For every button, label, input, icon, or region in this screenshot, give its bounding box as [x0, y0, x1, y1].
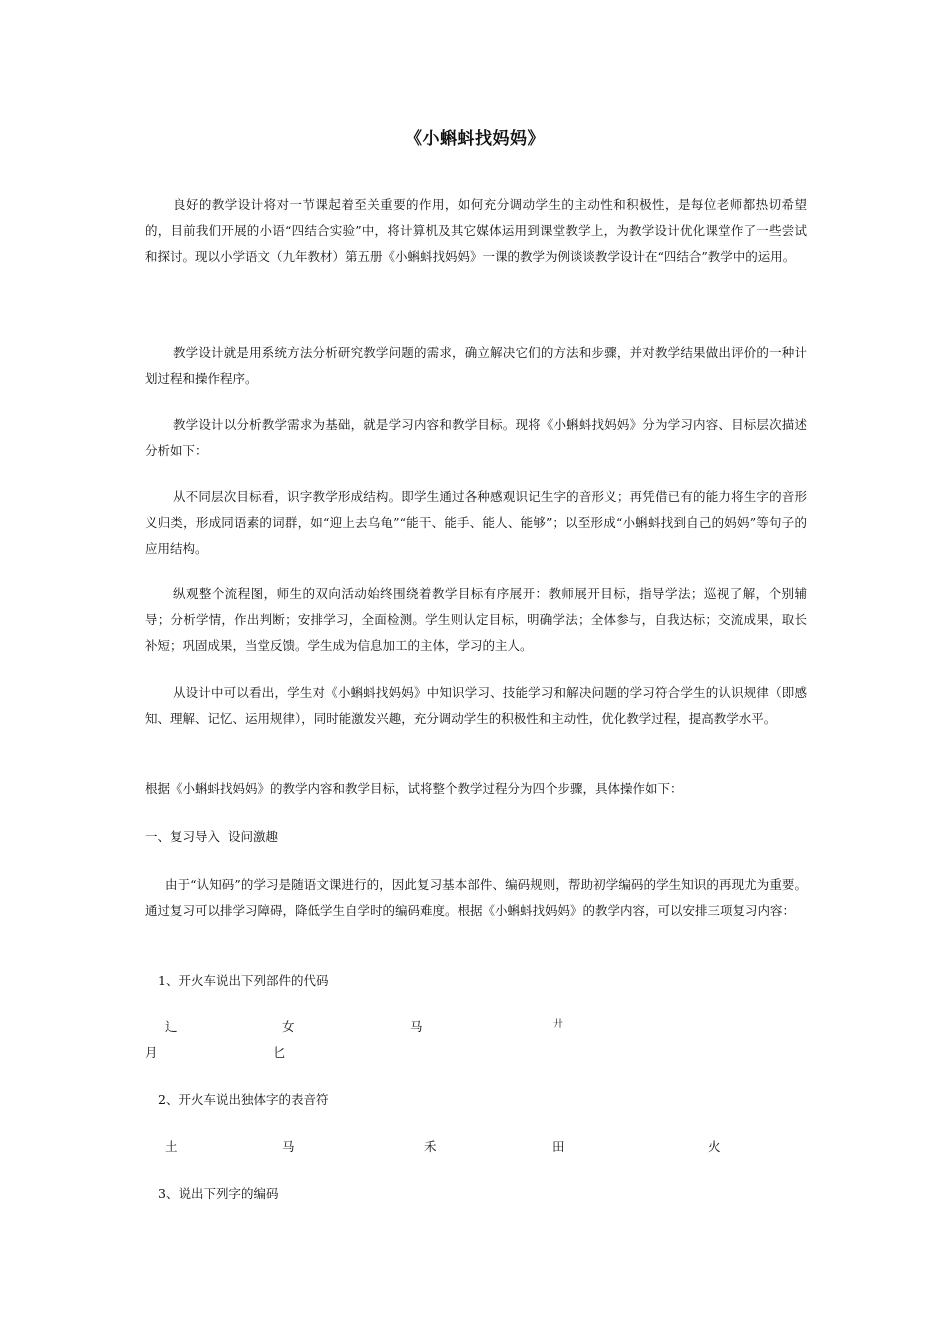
list-item-2: 2、开火车说出独体字的表音符	[158, 1092, 329, 1107]
component-char: 马	[410, 1019, 423, 1034]
list-item-3: 3、说出下列字的编码	[158, 1186, 279, 1201]
single-char: 土	[165, 1139, 178, 1154]
component-char: 廾	[553, 1019, 563, 1030]
paragraph-flowchart: 纵观整个流程图，师生的双向活动始终围绕着教学目标有序展开：教师展开目标，指导学法；巡视了解，个别辅导；分析学情，作出判断；安排学习，全面检测。学生则认定目标，明确学法；全体参与，自我达标；交流成果，取长补短；巩固成果，当堂反馈。学生成为信息加工的主体，学习的主人。	[145, 586, 807, 653]
list-item-1: 1、开火车说出下列部件的代码	[158, 973, 329, 988]
single-char: 田	[552, 1139, 565, 1154]
single-char: 火	[708, 1139, 721, 1154]
paragraph-intro: 良好的教学设计将对一节课起着至关重要的作用，如何充分调动学生的主动性和积极性，是每位老师都热切希望的，目前我们开展的小语“四结合实验”中，将计算机及其它媒体运用到课堂教学上，为教学设计优化课堂作了一些尝试和探讨。现以小学语文（九年教材）第五册《小蝌蚪找妈妈》一课的教学为例谈谈教学设计在“四结合”教学中的运用。	[145, 197, 807, 264]
paragraph-levels: 从不同层次目标看，识字教学形成结构。即学生通过各种感观识记生字的音形义；再凭借已有的能力将生字的音形义归类，形成同语素的词群，如“迎上去乌龟”“能干、能手、能人、能够”；以至形成“小蝌蚪找到自己的妈妈”等句子的应用结构。	[145, 489, 807, 556]
paragraph-review: 由于“认知码”的学习是随语文课进行的，因此复习基本部件、编码规则，帮助初学编码的学生知识的再现尤为重要。通过复习可以排学习障碍，降低学生自学时的编码难度。根据《小蝌蚪找妈妈》的教学内容，可以安排三项复习内容：	[145, 877, 807, 918]
single-char: 马	[282, 1139, 295, 1154]
component-char: 女	[282, 1019, 295, 1034]
paragraph-analysis: 教学设计以分析教学需求为基础，就是学习内容和教学目标。现将《小蝌蚪找妈妈》分为学习内容、目标层次描述分析如下：	[145, 417, 807, 458]
paragraph-conclusion: 从设计中可以看出，学生对《小蝌蚪找妈妈》中知识学习、技能学习和解决问题的学习符合学生的认识规律（即感知、理解、记忆、运用规律），同时能激发兴趣，充分调动学生的积极性和主动性，优化教学过程，提高教学水平。	[145, 685, 807, 726]
paragraph-definition: 教学设计就是用系统方法分析研究教学问题的需求，确立解决它们的方法和步骤，并对教学结果做出评价的一种计划过程和操作程序。	[145, 345, 807, 386]
component-char: 月	[145, 1045, 158, 1060]
section-heading-1: 一、复习导入 设问激趣	[145, 829, 278, 844]
component-char: 辶	[165, 1019, 178, 1034]
single-char: 禾	[424, 1139, 437, 1154]
paragraph-steps: 根据《小蝌蚪找妈妈》的教学内容和教学目标，试将整个教学过程分为四个步骤，具体操作如下：	[145, 781, 683, 796]
document-title: 《小蝌蚪找妈妈》	[405, 129, 545, 149]
component-char: 匕	[273, 1045, 286, 1060]
